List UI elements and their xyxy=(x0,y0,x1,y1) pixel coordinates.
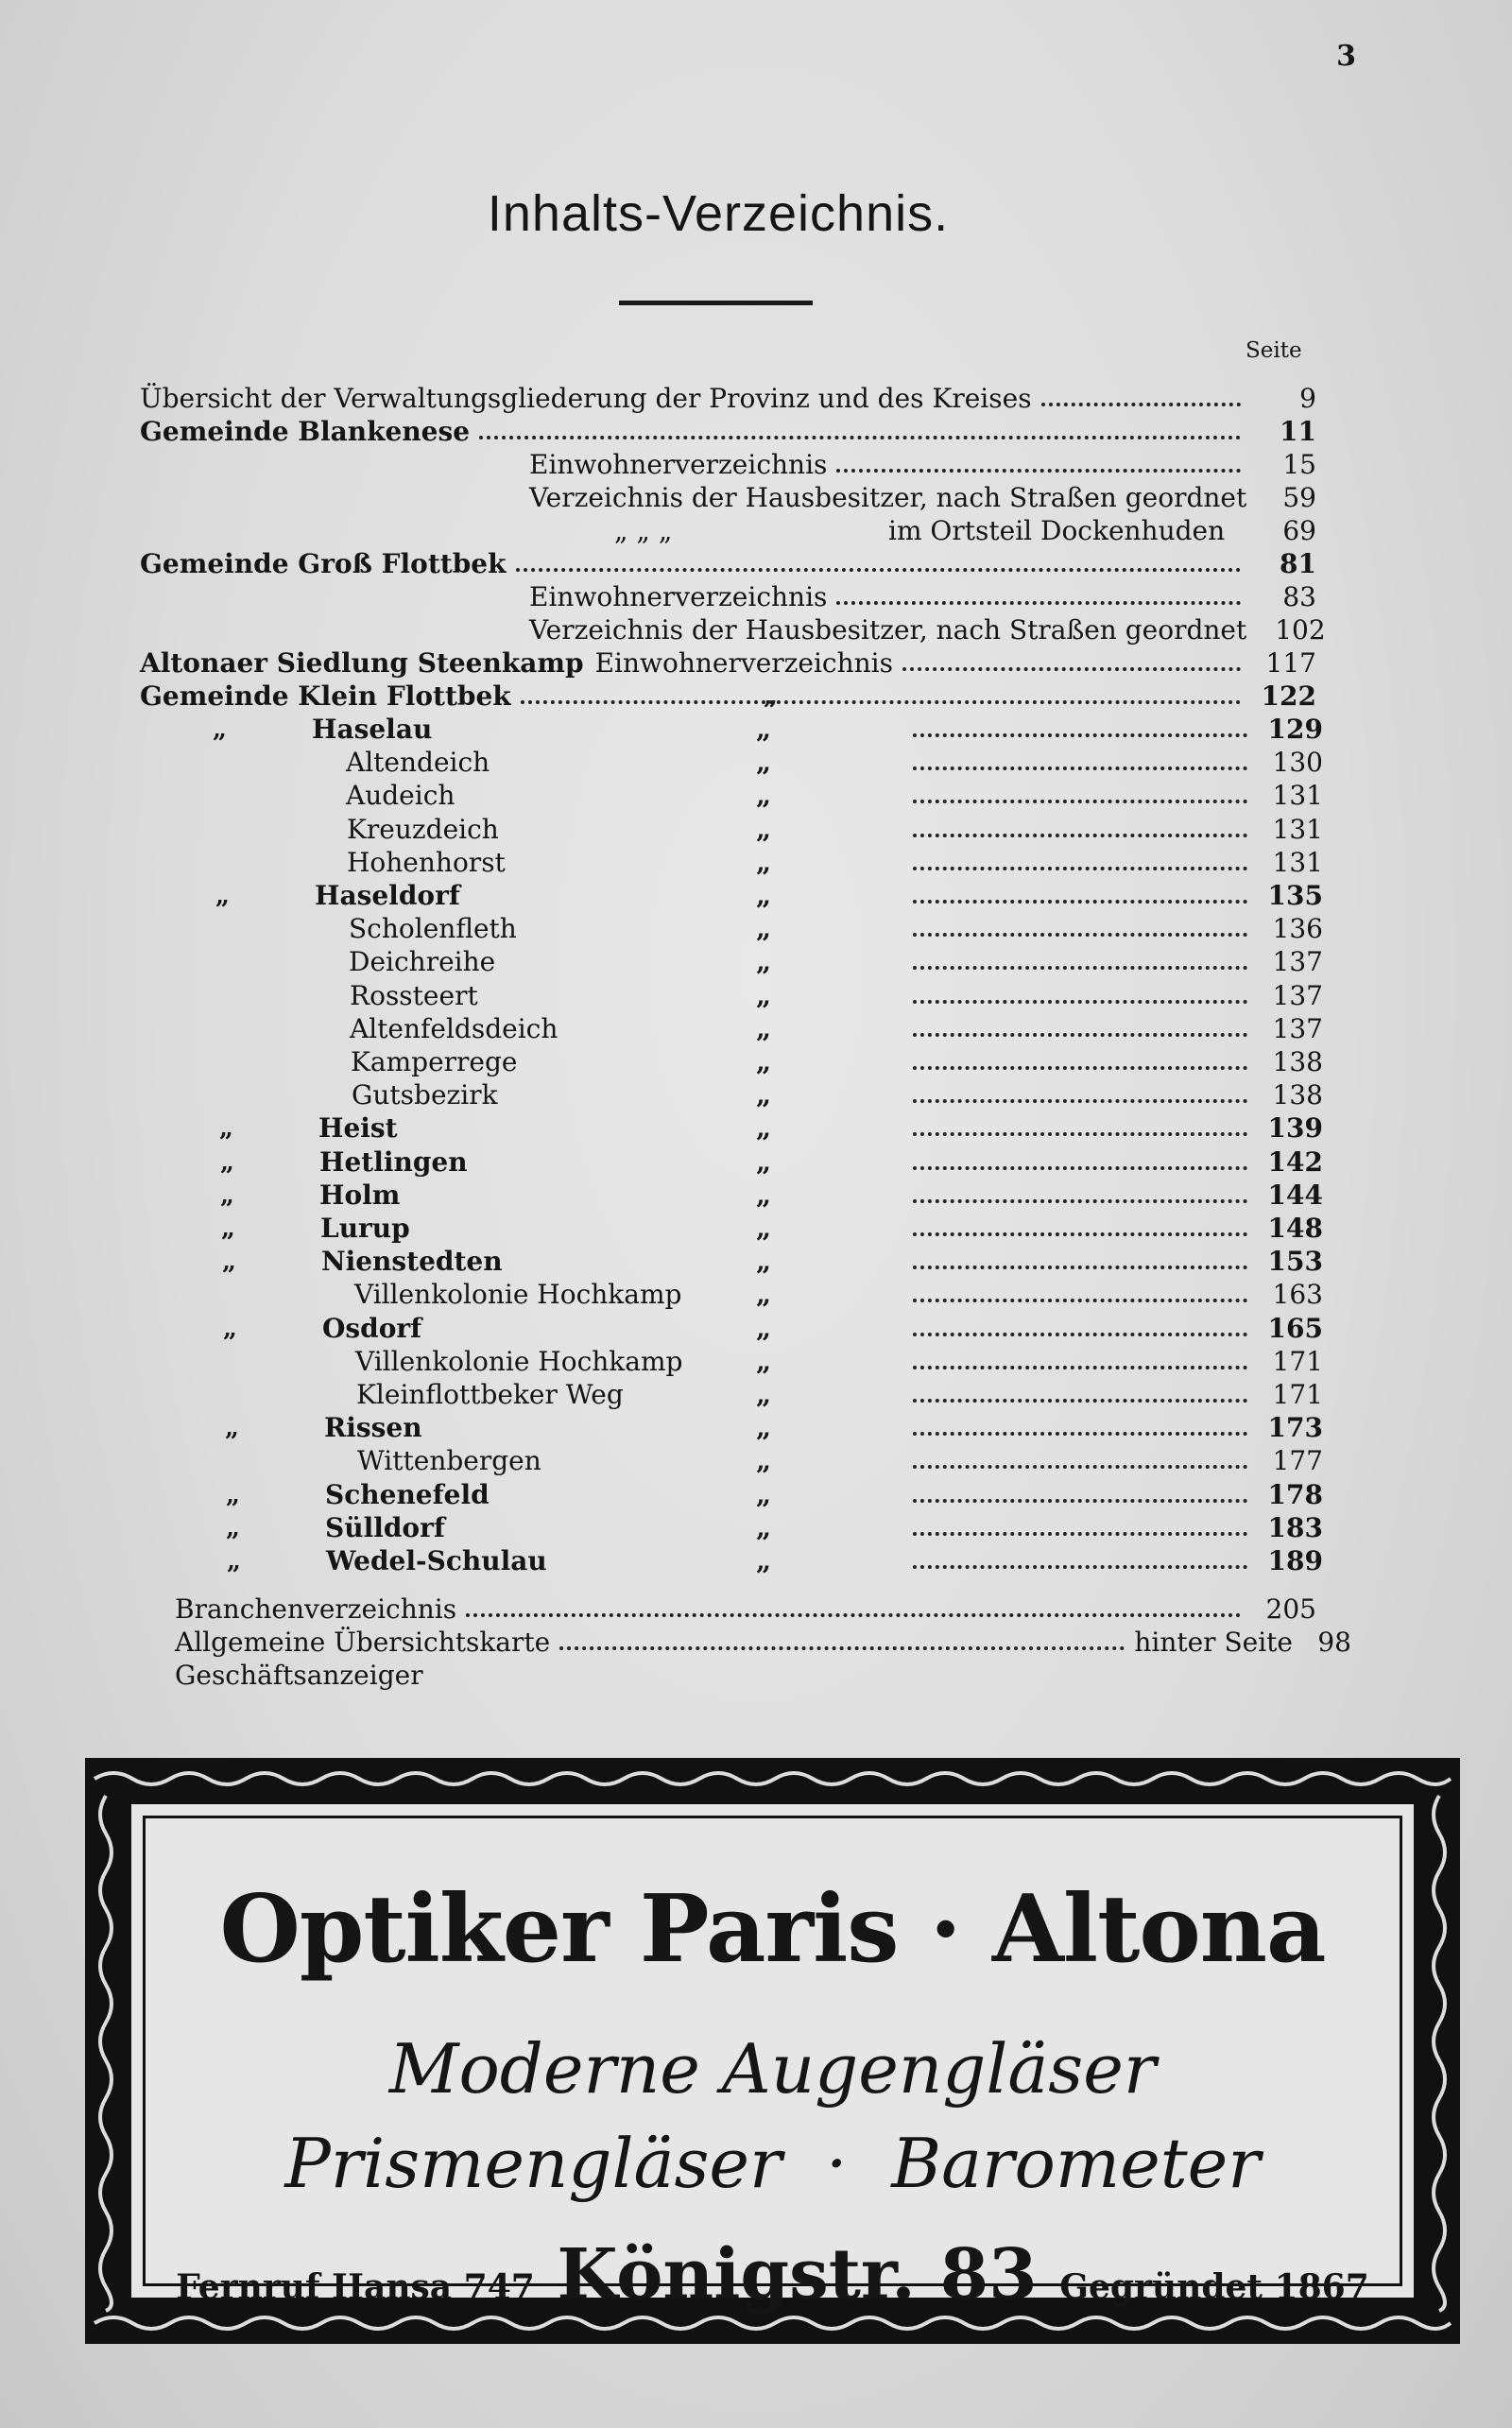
toc-entry xyxy=(350,980,1323,1012)
ditto-mark: „ xyxy=(756,1313,772,1344)
dot-leader xyxy=(913,1066,1247,1070)
toc-entry xyxy=(349,913,1323,945)
ditto-mark: „ xyxy=(756,1279,772,1310)
toc-page: 138 xyxy=(1272,1046,1323,1077)
ditto-mark: „ xyxy=(756,1246,772,1277)
toc-label: Osdorf xyxy=(322,1313,422,1344)
toc-page: 189 xyxy=(1267,1545,1323,1576)
toc-entry xyxy=(140,680,1316,713)
toc-page: 165 xyxy=(1267,1313,1323,1344)
toc-label: Haseldorf xyxy=(315,880,460,911)
toc-page: 9 xyxy=(1299,383,1316,414)
ditto-prefix: „ xyxy=(225,1414,239,1442)
toc-label: Übersicht der Verwaltungsgliederung der Provinz und des Kreises xyxy=(140,383,1032,414)
toc-entry xyxy=(312,714,1323,746)
toc-label: Geschäftsanzeiger xyxy=(175,1660,423,1691)
toc-entry xyxy=(346,747,1323,779)
toc-label: Gemeinde Klein Flottbek xyxy=(140,680,511,712)
toc-label: Kreuzdeich xyxy=(347,814,499,845)
ad-footer-line xyxy=(131,2234,1414,2316)
dot-leader xyxy=(913,1299,1247,1302)
ditto-mark: „ xyxy=(756,814,772,845)
toc-entry xyxy=(321,1246,1323,1278)
toc-label: Haselau xyxy=(312,714,433,745)
toc-entry xyxy=(888,515,1316,547)
ditto-marks: „ „ „ xyxy=(614,515,673,546)
toc-entry xyxy=(140,383,1316,415)
toc-entry xyxy=(352,1079,1323,1111)
toc-page: 138 xyxy=(1272,1079,1323,1111)
toc-label: Nienstedten xyxy=(321,1246,503,1277)
toc-entry xyxy=(346,780,1323,812)
dot-leader xyxy=(913,867,1247,870)
ditto-mark: „ xyxy=(756,980,772,1011)
toc-label: Einwohnerverzeichnis xyxy=(529,449,828,480)
dot-leader xyxy=(902,667,1241,671)
toc-label: Gemeinde Groß Flottbek xyxy=(140,548,507,579)
ditto-mark: „ xyxy=(756,946,772,977)
dot-leader xyxy=(913,1266,1247,1269)
dot-leader xyxy=(913,733,1247,737)
ditto-mark: „ xyxy=(756,1079,772,1111)
toc-page: 144 xyxy=(1267,1180,1323,1211)
toc-label: Wedel-Schulau xyxy=(326,1545,547,1576)
toc-label: Kamperrege xyxy=(351,1046,518,1077)
ditto-mark: „ xyxy=(756,1346,772,1377)
toc-entry xyxy=(140,548,1316,580)
toc-entry xyxy=(140,416,1316,448)
toc-label: Villenkolonie Hochkamp xyxy=(354,1279,682,1310)
dot-leader xyxy=(913,1166,1247,1170)
dot-leader xyxy=(913,966,1247,970)
toc-label: Rossteert xyxy=(350,980,478,1011)
toc-entry xyxy=(325,1512,1323,1544)
ditto-mark: „ xyxy=(756,1545,772,1576)
toc-label: Altendeich xyxy=(346,747,490,778)
toc-entry xyxy=(356,1379,1323,1411)
dot-leader xyxy=(913,1499,1247,1503)
toc-label: Hohenhorst xyxy=(347,847,506,878)
toc-page: 142 xyxy=(1267,1146,1323,1178)
dot-leader xyxy=(913,1432,1247,1436)
ditto-mark: „ xyxy=(764,682,778,711)
dot-leader xyxy=(913,800,1247,803)
ditto-mark: „ xyxy=(756,714,772,745)
toc-sublabel: Einwohnerverzeichnis xyxy=(594,647,894,679)
ditto-mark: „ xyxy=(756,1379,772,1410)
dot-leader xyxy=(913,1132,1247,1136)
dot-leader xyxy=(913,900,1247,904)
ditto-prefix: „ xyxy=(213,715,227,744)
toc-label: Wittenbergen xyxy=(357,1445,541,1476)
toc-page: 178 xyxy=(1267,1479,1323,1510)
toc-label: Altonaer Siedlung Steenkamp xyxy=(140,647,584,679)
dot-leader xyxy=(913,933,1247,937)
toc-label: Schenefeld xyxy=(325,1479,490,1510)
toc-page: 98 xyxy=(1317,1627,1351,1658)
toc-label: Sülldorf xyxy=(325,1512,445,1543)
toc-label: Villenkolonie Hochkamp xyxy=(355,1346,683,1377)
ditto-mark: „ xyxy=(756,1112,772,1144)
ad-prismenglaeser: Prismengläser xyxy=(284,2124,782,2203)
toc-prefix: hinter Seite xyxy=(1134,1627,1293,1658)
toc-label: Lurup xyxy=(320,1213,410,1244)
toc-label: Kleinflottbeker Weg xyxy=(356,1379,624,1410)
toc-entry xyxy=(357,1445,1323,1477)
toc-label: Hetlingen xyxy=(319,1146,468,1178)
dot-leader xyxy=(913,1333,1247,1336)
toc-entry xyxy=(322,1313,1323,1345)
dot-leader xyxy=(913,1232,1247,1236)
toc-page: 148 xyxy=(1267,1213,1323,1244)
ditto-prefix: „ xyxy=(222,1248,236,1276)
dot-leader xyxy=(913,1033,1247,1037)
toc-page: 173 xyxy=(1267,1412,1323,1443)
toc-label: Verzeichnis der Hausbesitzer, nach Straßen geordnet xyxy=(529,614,1247,646)
toc-page: 11 xyxy=(1280,416,1316,447)
ditto-mark: „ xyxy=(756,780,772,811)
dot-leader xyxy=(913,1099,1247,1103)
toc-page: 137 xyxy=(1272,946,1323,977)
ad-panel xyxy=(128,1800,1418,2316)
ditto-mark: „ xyxy=(756,847,772,878)
toc-label: Allgemeine Übersichtskarte xyxy=(175,1627,551,1658)
toc-page: 122 xyxy=(1261,680,1316,712)
toc-page: 183 xyxy=(1267,1512,1323,1543)
ditto-prefix: „ xyxy=(223,1315,237,1343)
toc-page: 177 xyxy=(1272,1445,1323,1476)
toc-entry xyxy=(175,1627,1351,1659)
page-title: Inhalts-Verzeichnis. xyxy=(487,185,950,242)
toc-entry xyxy=(349,946,1323,978)
ditto-mark: „ xyxy=(756,1412,772,1443)
toc-page: 163 xyxy=(1272,1279,1323,1310)
toc-page: 129 xyxy=(1267,714,1323,745)
toc-page: 171 xyxy=(1272,1346,1323,1377)
toc-page: 137 xyxy=(1272,1013,1323,1044)
toc-page: 131 xyxy=(1272,780,1323,811)
toc-page: 137 xyxy=(1272,980,1323,1011)
ditto-prefix: „ xyxy=(219,1114,233,1143)
ad-line-augenglaeser: Moderne Augengläser xyxy=(388,2029,1157,2109)
toc-page: 136 xyxy=(1272,913,1323,944)
ditto-mark: „ xyxy=(756,1013,772,1044)
dot-leader xyxy=(466,1613,1241,1617)
dot-leader xyxy=(913,1399,1247,1403)
dot-leader xyxy=(913,834,1247,837)
toc-page: 15 xyxy=(1282,449,1316,480)
toc-entry xyxy=(354,1279,1323,1311)
toc-label: Branchenverzeichnis xyxy=(175,1593,457,1625)
toc-entry xyxy=(319,1146,1323,1179)
ditto-prefix: „ xyxy=(226,1514,240,1542)
toc-entry xyxy=(140,647,1316,680)
toc-label: im Ortsteil Dockenhuden xyxy=(888,515,1226,546)
toc-entry xyxy=(175,1593,1316,1626)
toc-label: Deichreihe xyxy=(349,946,496,977)
ditto-prefix: „ xyxy=(227,1547,241,1576)
toc-entry xyxy=(319,1180,1323,1212)
toc-label: Holm xyxy=(319,1180,401,1211)
toc-page: 135 xyxy=(1267,880,1323,911)
toc-entry xyxy=(347,814,1323,846)
ditto-prefix: „ xyxy=(226,1481,240,1509)
ditto-mark: „ xyxy=(756,880,772,911)
toc-page: 131 xyxy=(1272,814,1323,845)
ditto-prefix: „ xyxy=(215,882,230,910)
dot-leader xyxy=(913,1000,1247,1004)
dot-leader xyxy=(913,766,1247,770)
toc-entry xyxy=(529,449,1316,481)
ad-headline: Optiker Paris · Altona xyxy=(219,1875,1326,1984)
toc-entry xyxy=(529,581,1316,613)
toc-page: 69 xyxy=(1282,515,1316,546)
toc-entry xyxy=(320,1213,1323,1245)
toc-page: 130 xyxy=(1272,747,1323,778)
toc-page: 131 xyxy=(1272,847,1323,878)
toc-page: 59 xyxy=(1282,482,1316,513)
toc-page: 153 xyxy=(1267,1246,1323,1277)
dot-leader xyxy=(836,601,1241,605)
toc-page: 117 xyxy=(1265,647,1316,679)
toc-label: Heist xyxy=(318,1112,398,1144)
ditto-mark: „ xyxy=(756,1445,772,1476)
ditto-mark: „ xyxy=(756,1479,772,1510)
dot-leader xyxy=(516,568,1241,572)
advertisement xyxy=(85,1758,1460,2344)
ditto-mark: „ xyxy=(756,1213,772,1244)
dot-leader xyxy=(559,1646,1125,1650)
toc-entry xyxy=(529,482,1316,514)
toc-entry xyxy=(347,847,1323,879)
dot-leader xyxy=(913,1199,1247,1203)
toc-label: Gutsbezirk xyxy=(352,1079,498,1111)
ditto-prefix: „ xyxy=(220,1181,234,1210)
ditto-mark: „ xyxy=(756,1046,772,1077)
toc-entry xyxy=(529,614,1326,646)
ad-barometer: Barometer xyxy=(891,2124,1261,2203)
toc-entry xyxy=(175,1660,931,1692)
toc-entry xyxy=(315,880,1323,912)
toc-label: Rissen xyxy=(324,1412,422,1443)
toc-entry xyxy=(355,1346,1323,1378)
ad-founded: Gegründet 1867 xyxy=(1059,2267,1369,2307)
seite-header: Seite xyxy=(1246,338,1302,363)
dot-leader xyxy=(836,469,1241,473)
dot-leader xyxy=(1041,403,1241,406)
toc-entry xyxy=(326,1545,1323,1577)
toc-entry xyxy=(351,1046,1323,1078)
ditto-mark: „ xyxy=(756,1512,772,1543)
toc-label: Scholenfleth xyxy=(349,913,517,944)
toc-page: 205 xyxy=(1265,1593,1316,1625)
ad-line-products xyxy=(131,2124,1414,2203)
toc-label: Altenfeldsdeich xyxy=(350,1013,558,1044)
dot-leader xyxy=(913,1465,1247,1469)
ditto-mark: „ xyxy=(756,747,772,778)
dot-leader xyxy=(913,1565,1247,1569)
ditto-mark: „ xyxy=(756,1180,772,1211)
ad-address: Königstr. 83 xyxy=(557,2234,1038,2316)
toc-entry xyxy=(350,1013,1323,1045)
ad-phone: Fernruf Hansa 747 xyxy=(176,2267,535,2307)
dot-leader xyxy=(479,436,1241,439)
dot-leader xyxy=(913,1366,1247,1369)
ditto-prefix: „ xyxy=(221,1214,235,1243)
toc-page: 102 xyxy=(1275,614,1326,646)
dot-leader xyxy=(521,700,1241,704)
ditto-prefix: „ xyxy=(220,1148,234,1177)
toc-label: Einwohnerverzeichnis xyxy=(529,581,828,612)
toc-label: Audeich xyxy=(346,780,455,811)
dot-leader xyxy=(913,1532,1247,1536)
toc-entry xyxy=(324,1412,1323,1444)
toc-page: 81 xyxy=(1280,548,1316,579)
toc-label: Gemeinde Blankenese xyxy=(140,416,471,447)
toc-page: 171 xyxy=(1272,1379,1323,1410)
page-number: 3 xyxy=(1336,40,1356,73)
ditto-mark: „ xyxy=(756,913,772,944)
toc-page: 83 xyxy=(1282,581,1316,612)
toc-page: 139 xyxy=(1267,1112,1323,1144)
toc-label: Verzeichnis der Hausbesitzer, nach Straßen geordnet xyxy=(529,482,1247,513)
ad-separator: · xyxy=(825,2124,848,2203)
toc-entry xyxy=(325,1479,1323,1511)
toc-entry xyxy=(318,1112,1323,1145)
ditto-mark: „ xyxy=(756,1146,772,1178)
